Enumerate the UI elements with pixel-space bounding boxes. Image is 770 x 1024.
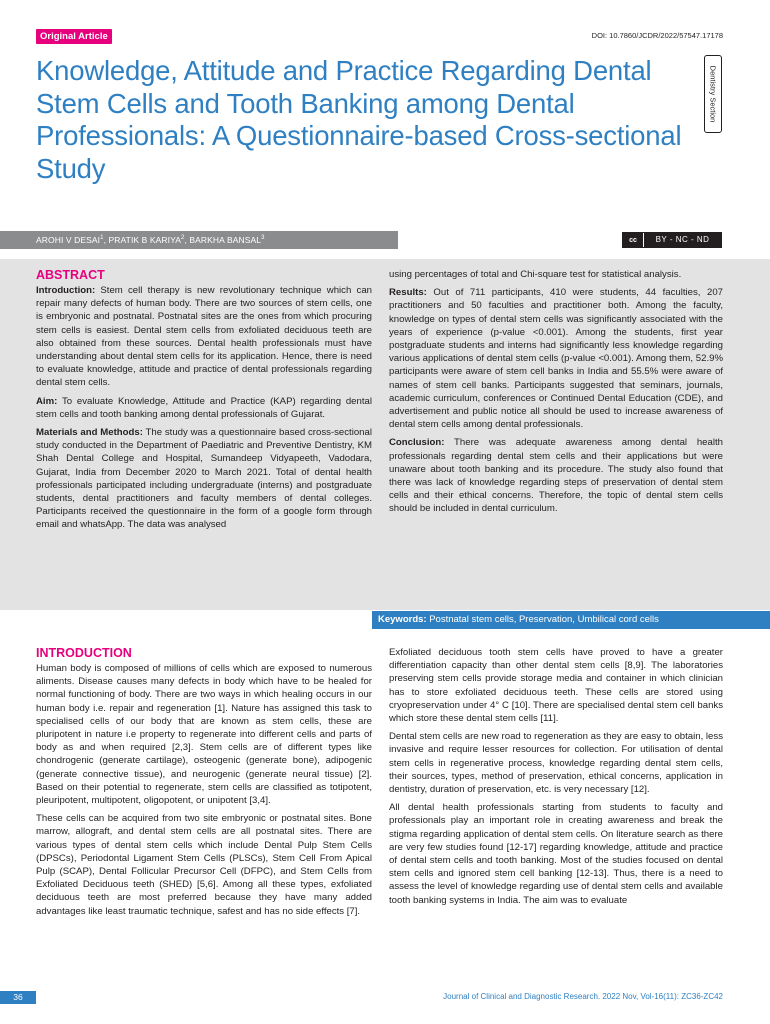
abstract-aim [36, 395, 372, 421]
author-affiliation: 3 [261, 235, 265, 242]
author-bar [0, 231, 398, 249]
author-affiliation: 2 [181, 235, 185, 242]
doi[interactable]: DOI: 10.7860/JCDR/2022/57547.17178 [591, 31, 723, 40]
author-name: AROHI V DESAI [36, 235, 101, 245]
abstract-results [389, 286, 723, 431]
article-title: Knowledge, Attitude and Practice Regarding Dental Stem Cells and Tooth Banking among Dental Professionals: A Questionnaire-based Cross-sectional Study [36, 55, 682, 184]
abstract-introduction [36, 284, 372, 390]
section-label: Dentistry Section [708, 65, 718, 123]
cc-icon: cc [623, 233, 643, 247]
abstract-conclusion [389, 436, 723, 515]
section-tab [704, 55, 722, 133]
abstract-label: Introduction: [36, 285, 96, 296]
journal-citation[interactable]: Journal of Clinical and Diagnostic Research. 2022 Nov, Vol-16(11): ZC36-ZC42 [443, 992, 723, 1001]
body-paragraph: Exfoliated deciduous tooth stem cells have proved to have a greater differentiation capacity than other dental stem cells [8,9]. The laboratories preserving stem cells provide storage media and container in which clinician has to store exfoliated deciduous teeth. These cells are stored using cryopreservation under 4° C [10]. There are specialised dental stem cell banks which store these dental stem cells [11]. [389, 647, 723, 725]
abstract-text: To evaluate Knowledge, Attitude and Practice (KAP) regarding dental stem cells and tooth banking among dental professionals of Gujarat. [36, 395, 372, 420]
introduction-heading: INTRODUCTION [36, 646, 132, 660]
author-name: PRATIK B KARIYA [108, 235, 182, 245]
abstract-label: Conclusion: [389, 437, 445, 449]
intro-right-column [389, 646, 723, 912]
body-paragraph: Dental stem cells are new road to regeneration as they are easy to obtain, less invasive and require lesser resources for collection. For utilisation of dental stem cells in regenerative process, knowledge regarding dental stem cells, their sources, types, method of preservation, ethical concerns, application in dentistry, duration of preservation, etc. is very necessary [12]. [389, 731, 723, 796]
abstract-text: The study was a questionnaire based cross-sectional study conducted in the Department of Paediatric and Preventive Dentistry, KM Shah Dental College and Hospital, Sumandeep Vidyapeeth, Vadodara, Gujarat, India from December 2020 to March 2021. Total of dental health professionals participated including undergraduate (interns) and postgraduate students, dental practitioners and faculty members of dental colleges. Participants received the questionnaire in the form of a google form through email and whatsApp. The data was analysed [36, 427, 372, 531]
author-name: BARKHA BANSAL [189, 235, 262, 245]
abstract-heading: ABSTRACT [36, 268, 105, 282]
author-affiliation: 1 [100, 235, 104, 242]
abstract-methods-cont: using percentages of total and Chi-square test for statistical analysis. [389, 269, 682, 280]
abstract-text: There was adequate awareness among dental health professionals regarding dental stem cells and their applications but were unaware about tooth banking and its procedure. The study also found that there was lack of knowledge regarding steps of preservation of dental stem cells and their ethical concerns. Therefore, the topic of dental stem cells should be included in dental curriculum. [389, 437, 723, 515]
abstract-methods [36, 426, 372, 532]
abstract-left-column [36, 268, 372, 537]
article-type-badge: Original Article [36, 29, 112, 44]
license-text: BY - NC - ND [644, 233, 721, 247]
keywords-bar [372, 611, 770, 629]
keywords-text: Postnatal stem cells, Preservation, Umbilical cord cells [426, 614, 659, 625]
abstract-label: Results: [389, 287, 427, 299]
abstract-text: Out of 711 participants, 410 were students, 44 faculties, 207 practitioners and 50 faculties and practitioner both. Among the faculty, knowledge on types of dental stem cells was significantly associated with the years of experience (p-value <0.001). Among the students, first year postgraduate students and interns had significantly less knowledge regarding various applications of dental stem cells (p-value <0.001). Among them, 52.9% participants were aware of stem cell banks in India and 55.5% were aware of names of stem cell banks. Participants suggested that seminars, journals, academic curriculum, conferences or Continued Dental Education (CDE), and advertisement and public notice all should be used to increase awareness of dental stem cells among dental professionals. [389, 287, 723, 431]
body-paragraph: All dental health professionals starting from students to faculty and professionals play an important role in creating awareness and break the stigma regarding application of dental stem cells. On literature search as there are very few studies found [12-17] regarding knowledge, attitude and practice of dental stem cells and tooth banking. Most of the studies focused on dental stem cells and ignored stem cell banking [12-13]. Thus, there is a need to assess the level of knowledge regarding use of dental stem cells and available tooth banking systems in India. The aim was to evaluate [389, 802, 723, 906]
abstract-label: Aim: [36, 395, 58, 407]
author-separator: , [184, 235, 190, 245]
body-paragraph: Human body is composed of millions of cells which are exposed to numerous aliments. Disease causes many defects in body which have to be healed for normal functioning of body. There are two ways in which healing occurs in our human body i.e. repair and regeneration [1]. Nature has assigned this task to specialised cells of our body that are known as stem cells, these are pluripotent in nature i.e property to regenerate into different cells and parts of body as and when required [2,3]. Stem cells are of different types like chondrogenic (generate cartilage), osteogenic (generate bone), adipogenic (generate connective tissue), and neurogenic (generate neural tissue) [2]. Based on their potential to regenerate, stem cells are classified as totipotent, pleuripotent, multipotent, oligopotent, or unipotent [3,4]. [36, 663, 372, 807]
abstract-text: Stem cell therapy is new revolutionary technique which can repair many defects of human body. There are two sources of stem cells, one is embryonic and postnatal. Postnatal sites are the ones from which procuring stem cells is easiest. Dental stem cells from exfoliated deciduous teeth are also obtained from these sources. Dental health professionals must have understanding about dental stem cells for its application. Hence, there is need to evaluate knowledge, attitude and practice of dental professionals regarding dental stem cells. [36, 285, 372, 389]
abstract-right-column [389, 268, 723, 521]
page-number: 36 [0, 991, 36, 1004]
keywords-label: Keywords: [378, 614, 427, 625]
abstract-label: Materials and Methods: [36, 427, 143, 439]
license-badge[interactable] [622, 232, 722, 248]
body-paragraph: These cells can be acquired from two site embryonic or postnatal sites. Bone marrow, allograft, and dental stem cells are all postnatal sites. There are various types of dental stem cells which include Dental Pulp Stem Cells (DPSCs), Periodontal Ligament Stem Cells (PLSCs), Stem Cell From Apical Pulp (SCAP), Dental Follicular Precursor Cell (DFPC), and Stem Cells from Exfoliated Deciduous teeth (SHED) [5,6]. Among all these types, exfoliated deciduous teeth are most preferred because they have many added advantages like least traumatic technique, safest and has no side effects [7]. [36, 813, 372, 917]
author-separator: , [103, 235, 109, 245]
intro-left-column [36, 646, 372, 923]
